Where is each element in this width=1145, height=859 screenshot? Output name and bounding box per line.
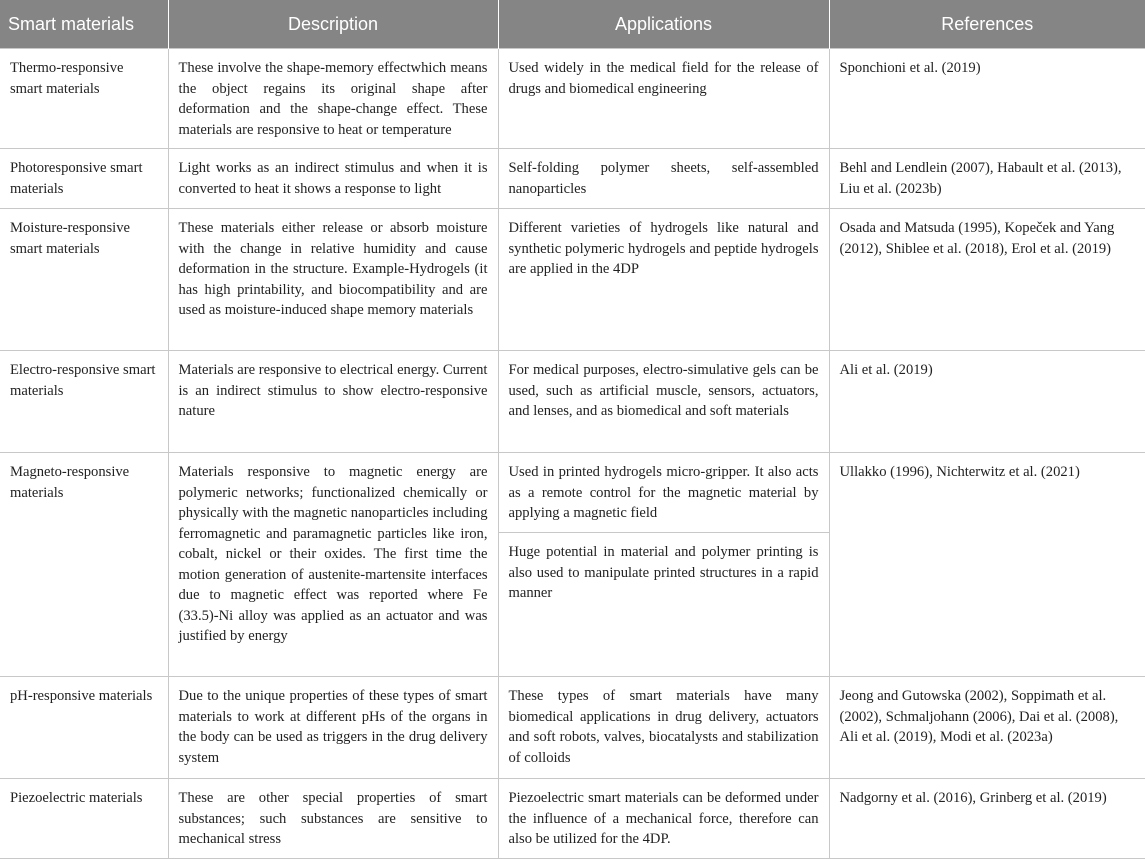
table-row — [0, 209, 1145, 351]
table-row — [0, 453, 1145, 533]
table-header — [0, 0, 1145, 49]
cell-description: These involve the shape-memory effectwhich means the object regains its original shape after deformation and the shape-change effect. These materials are responsive to heat or temperature — [168, 49, 498, 149]
cell-application: Used widely in the medical field for the release of drugs and biomedical engineering — [498, 49, 829, 149]
table-row — [0, 49, 1145, 149]
header-description: Description — [168, 0, 498, 49]
cell-references: Behl and Lendlein (2007), Habault et al. (2013), Liu et al. (2023b) — [829, 149, 1145, 209]
cell-description: Materials are responsive to electrical energy. Current is an indirect stimulus to show electro-responsive nature — [168, 351, 498, 453]
table-row — [0, 779, 1145, 859]
cell-application: Used in printed hydrogels micro-gripper. It also acts as a remote control for the magnetic material by applying a magnetic field — [498, 453, 829, 533]
cell-references: Ullakko (1996), Nichterwitz et al. (2021) — [829, 453, 1145, 677]
cell-description: Due to the unique properties of these types of smart materials to work at different pHs of the organs in the body can be used as triggers in the drug delivery system — [168, 677, 498, 779]
cell-description: These are other special properties of smart substances; such substances are sensitive to mechanical stress — [168, 779, 498, 859]
cell-references: Jeong and Gutowska (2002), Soppimath et al. (2002), Schmaljohann (2006), Dai et al. (2008), Ali et al. (2019), Modi et al. (2023a) — [829, 677, 1145, 779]
cell-material: Piezoelectric materials — [0, 779, 168, 859]
cell-description: These materials either release or absorb moisture with the change in relative humidity and cause deformation in the structure. Example-Hydrogels (it has high printability, and biocompatibility and are used as moisture-induced shape memory materials — [168, 209, 498, 351]
cell-material: Electro-responsive smart materials — [0, 351, 168, 453]
cell-application: Self-folding polymer sheets, self-assembled nanoparticles — [498, 149, 829, 209]
cell-material: pH-responsive materials — [0, 677, 168, 779]
cell-application: Huge potential in material and polymer printing is also used to manipulate printed structures in a rapid manner — [498, 533, 829, 677]
header-applications: Applications — [498, 0, 829, 49]
cell-description: Light works as an indirect stimulus and when it is converted to heat it shows a response to light — [168, 149, 498, 209]
cell-description: Materials responsive to magnetic energy are polymeric networks; functionalized chemically or physically with the magnetic nanoparticles including ferromagnetic and paramagnetic particles like iron, cobalt, nickel or their oxides. The first time the motion generation of austenite-martensite interfaces due to magnetic effect was reported where Fe (33.5)-Ni alloy was applied as an actuator and was justified by energy — [168, 453, 498, 677]
cell-references: Nadgorny et al. (2016), Grinberg et al. (2019) — [829, 779, 1145, 859]
cell-material: Photoresponsive smart materials — [0, 149, 168, 209]
table-row — [0, 351, 1145, 453]
cell-application: Piezoelectric smart materials can be deformed under the influence of a mechanical force, therefore can also be utilized for the 4DP. — [498, 779, 829, 859]
table-row — [0, 677, 1145, 779]
table-row — [0, 149, 1145, 209]
header-references: References — [829, 0, 1145, 49]
table-body — [0, 49, 1145, 859]
cell-references: Sponchioni et al. (2019) — [829, 49, 1145, 149]
cell-application: Different varieties of hydrogels like natural and synthetic polymeric hydrogels and peptide hydrogels are applied in the 4DP — [498, 209, 829, 351]
cell-references: Ali et al. (2019) — [829, 351, 1145, 453]
header-row — [0, 0, 1145, 49]
cell-references: Osada and Matsuda (1995), Kopeček and Yang (2012), Shiblee et al. (2018), Erol et al. (2019) — [829, 209, 1145, 351]
cell-application: These types of smart materials have many biomedical applications in drug delivery, actuators and soft robots, valves, biocatalysts and stabilization of colloids — [498, 677, 829, 779]
header-smart-materials: Smart materials — [0, 0, 168, 49]
cell-material: Thermo-responsive smart materials — [0, 49, 168, 149]
cell-application: For medical purposes, electro-simulative gels can be used, such as artificial muscle, sensors, actuators, and lenses, and as biomedical and soft materials — [498, 351, 829, 453]
cell-material: Moisture-responsive smart materials — [0, 209, 168, 351]
cell-material: Magneto-responsive materials — [0, 453, 168, 677]
